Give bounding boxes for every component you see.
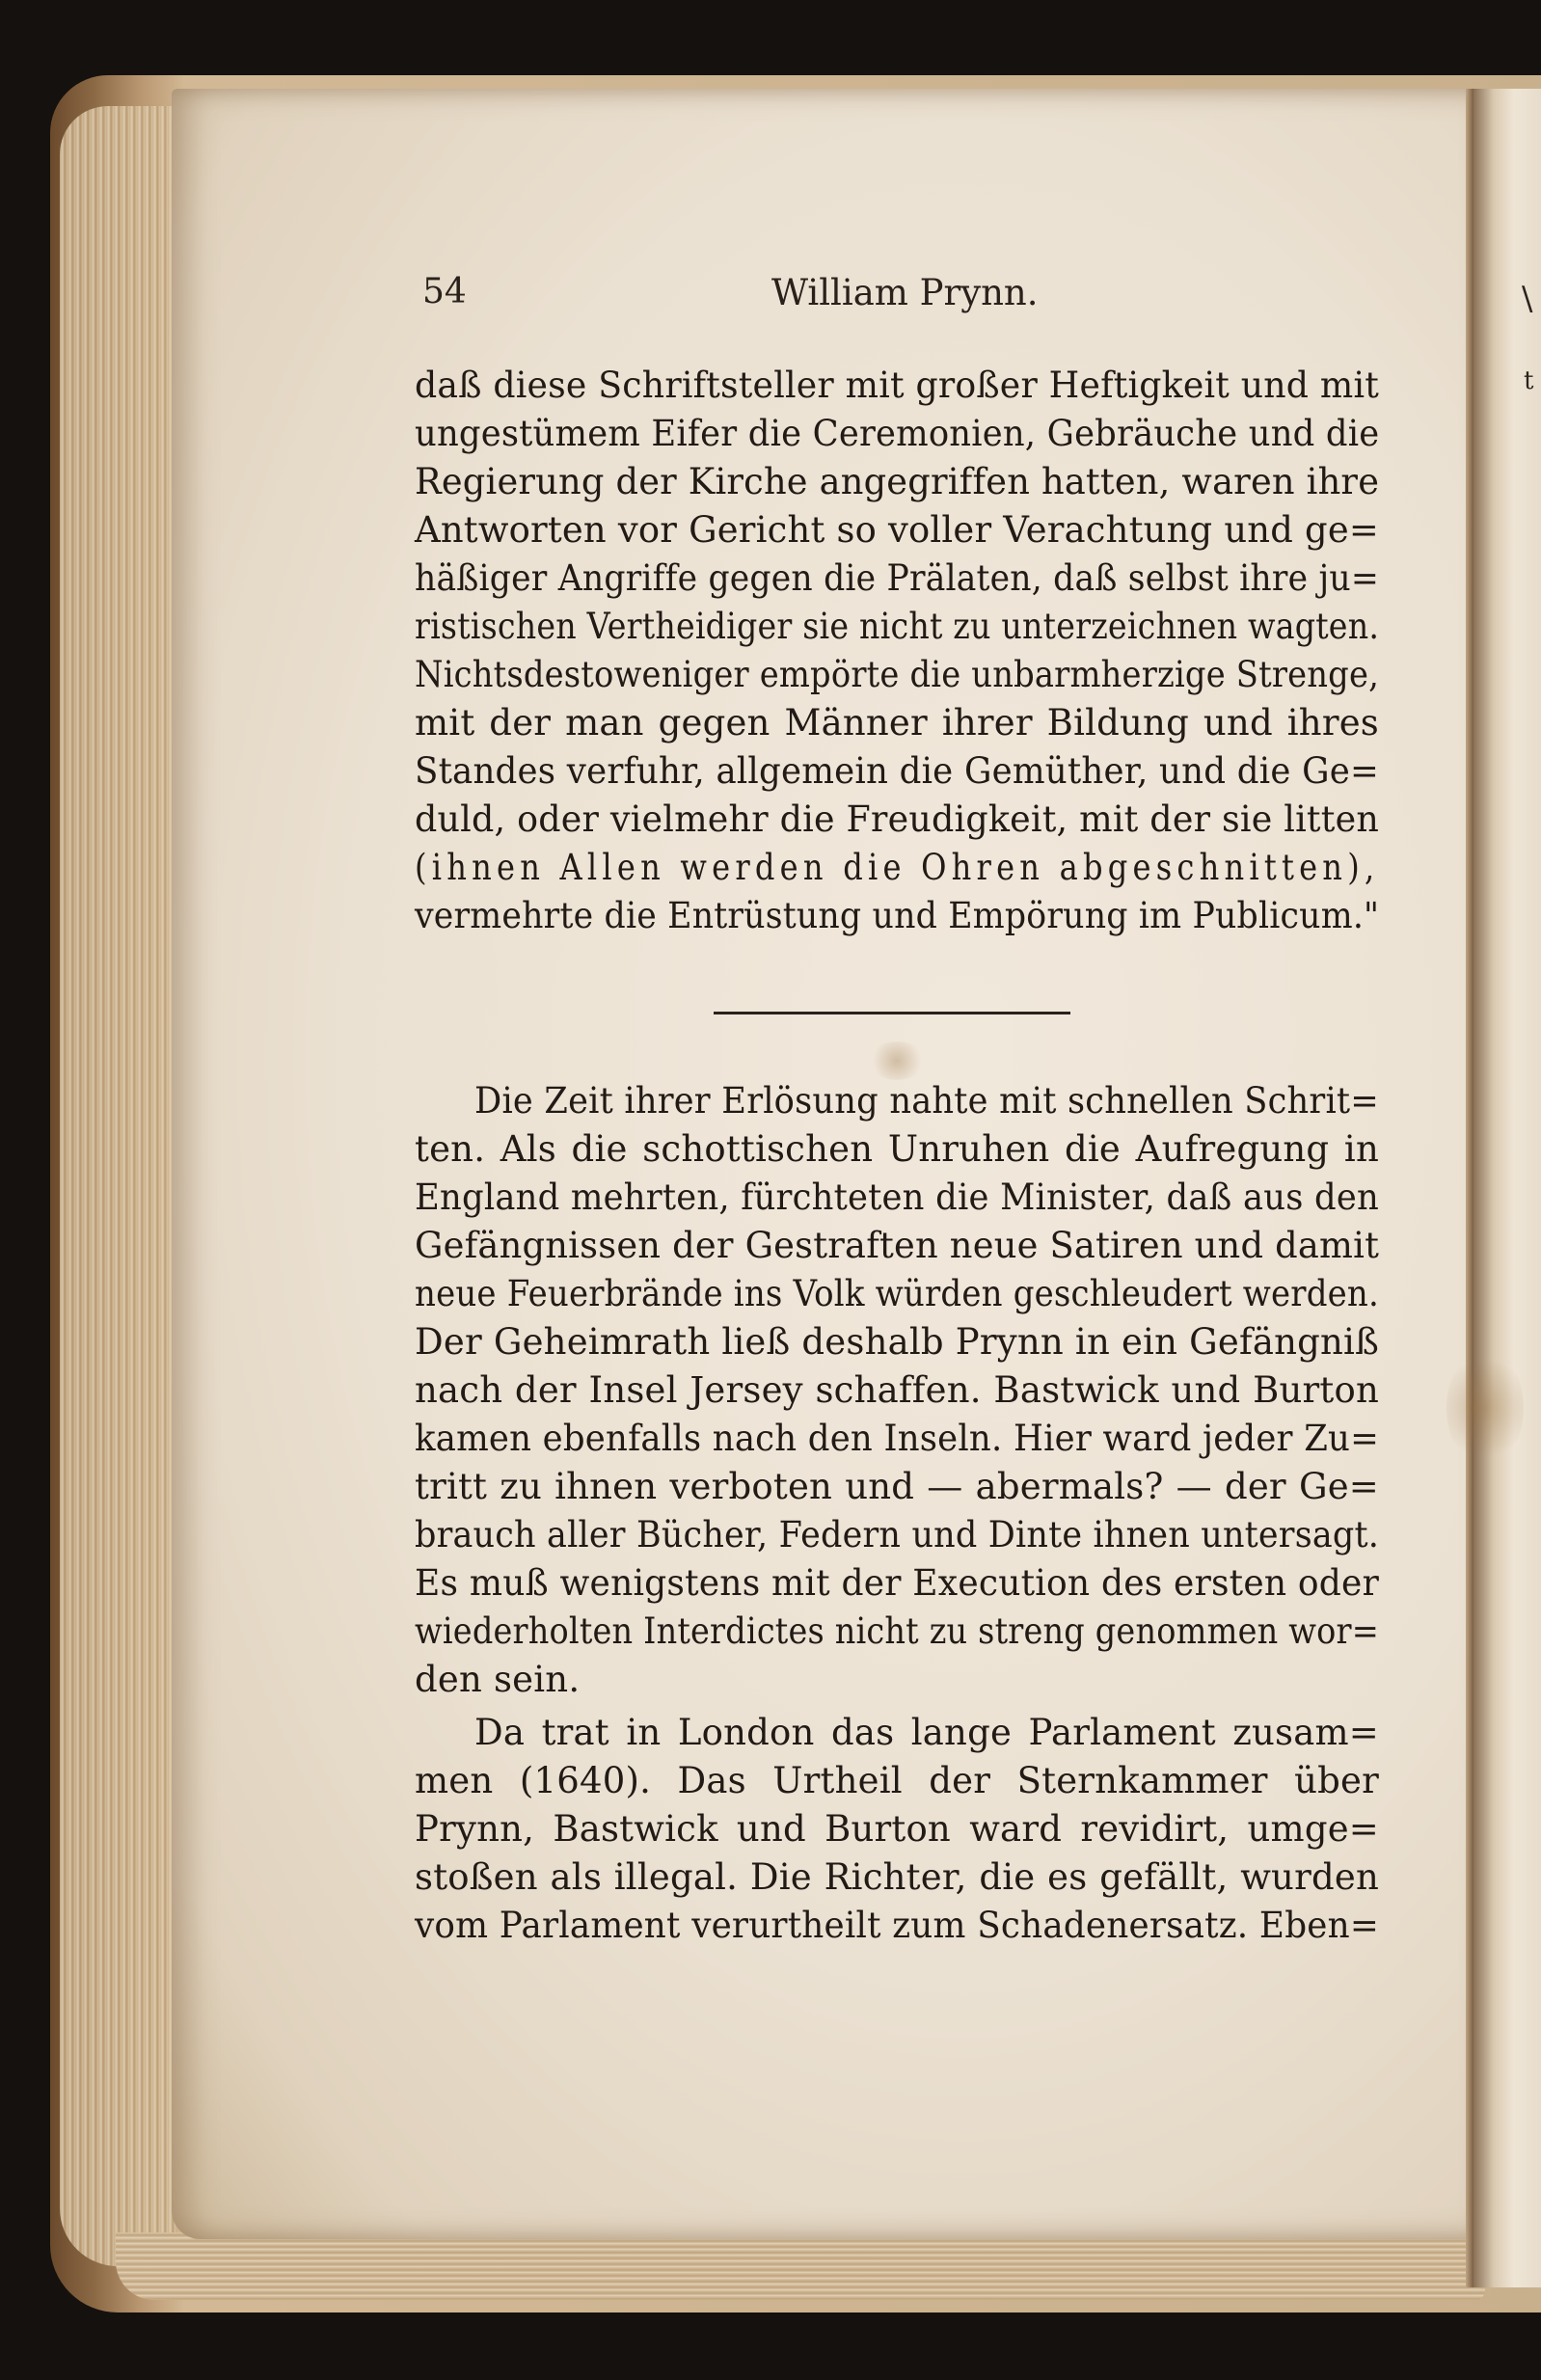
text-line: brauch aller Bücher, Federn und Dinte ihnen untersagt. bbox=[415, 1514, 1379, 1555]
text-line: Es muß wenigstens mit der Execution des ersten oder bbox=[415, 1562, 1379, 1604]
page-number: 54 bbox=[422, 272, 467, 311]
text-line: Antworten vor Gericht so voller Verachtung und ge= bbox=[415, 509, 1379, 551]
gutter-edge bbox=[1466, 89, 1473, 2287]
text-line: tritt zu ihnen verboten und — abermals? — der Ge= bbox=[415, 1466, 1379, 1507]
text-line: Der Geheimrath ließ deshalb Prynn in ein Gefängniß bbox=[415, 1321, 1379, 1363]
section-separator bbox=[714, 1012, 1070, 1014]
page-stack-left bbox=[60, 106, 176, 2266]
text-line: Regierung der Kirche angegriffen hatten, waren ihre bbox=[415, 461, 1380, 502]
text-line: Standes verfuhr, allgemein die Gemüther, und die Ge= bbox=[415, 750, 1379, 792]
text-line: England mehrten, fürchteten die Minister, daß aus den bbox=[415, 1176, 1379, 1218]
text-line: nach der Insel Jersey schaffen. Bastwick und Burton bbox=[415, 1369, 1379, 1411]
text-line: ten. Als die schottischen Unruhen die Aufregung in bbox=[415, 1128, 1379, 1170]
page-stack-bottom bbox=[116, 2232, 1485, 2300]
text-line: vom Parlament verurtheilt zum Schadenersatz. Eben= bbox=[415, 1905, 1379, 1946]
facing-page-edge bbox=[1473, 89, 1541, 2287]
stain bbox=[868, 1041, 926, 1080]
text-line: daß diese Schriftsteller mit großer Heftigkeit und mit bbox=[415, 365, 1380, 406]
text-line: (ihnen Allen werden die Ohren abgeschnitten), bbox=[415, 847, 1380, 888]
text-line: Prynn, Bastwick und Burton ward revidirt, umge= bbox=[415, 1808, 1379, 1850]
text-line: men (1640). Das Urtheil der Sternkammer über bbox=[415, 1760, 1379, 1801]
text-line: duld, oder vielmehr die Freudigkeit, mit der sie litten bbox=[415, 798, 1379, 840]
text-line: häßiger Angriffe gegen die Prälaten, daß selbst ihre ju= bbox=[415, 557, 1379, 599]
text-line: ungestümem Eifer die Ceremonien, Gebräuche und die bbox=[415, 413, 1380, 454]
text-line: kamen ebenfalls nach den Inseln. Hier ward jeder Zu= bbox=[415, 1418, 1380, 1459]
text-line: Gefängnissen der Gestraften neue Satiren und damit bbox=[415, 1225, 1380, 1266]
text-line: Die Zeit ihrer Erlösung nahte mit schnellen Schrit= bbox=[474, 1080, 1379, 1122]
running-head: William Prynn. bbox=[771, 272, 1039, 313]
text-line: stoßen als illegal. Die Richter, die es gefällt, wurden bbox=[415, 1856, 1379, 1898]
stain bbox=[1446, 1350, 1524, 1466]
facing-page-mark: t bbox=[1524, 366, 1534, 395]
text-line: ristischen Vertheidiger sie nicht zu unterzeichnen wagten. bbox=[415, 606, 1380, 647]
text-line: wiederholten Interdictes nicht zu streng genommen wor= bbox=[415, 1610, 1380, 1652]
text-line: Nichtsdestoweniger empörte die unbarmherzige Strenge, bbox=[415, 654, 1379, 695]
text-line: den sein. bbox=[415, 1659, 581, 1700]
text-line: mit der man gegen Männer ihrer Bildung und ihres bbox=[415, 702, 1379, 744]
text-line: neue Feuerbrände ins Volk würden geschleudert werden. bbox=[415, 1273, 1379, 1314]
facing-page-mark: \ bbox=[1522, 280, 1533, 318]
text-line: Da trat in London das lange Parlament zusam= bbox=[474, 1712, 1379, 1753]
text-line: vermehrte die Entrüstung und Empörung im Publicum." bbox=[415, 895, 1380, 936]
